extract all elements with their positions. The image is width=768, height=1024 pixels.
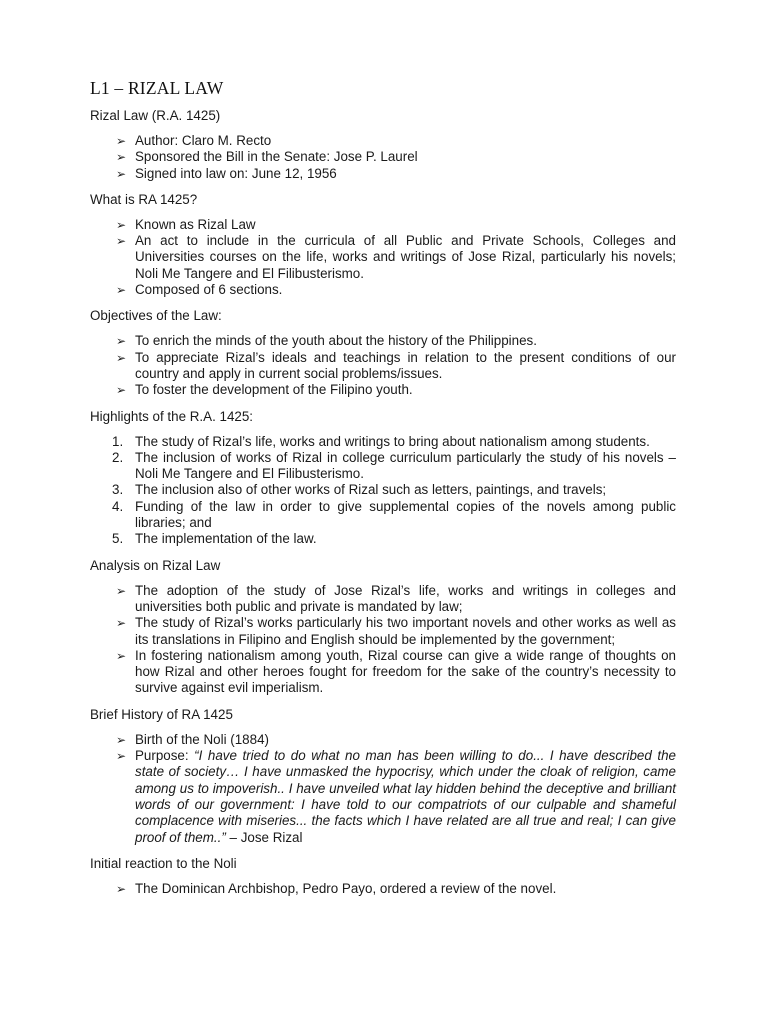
list-item: ➢ Composed of 6 sections.	[116, 282, 283, 298]
arrow-bullet-icon: ➢	[116, 881, 127, 896]
arrow-bullet-icon: ➢	[116, 217, 127, 232]
list-item: 4. Funding of the law in order to give supplemental copies of the novels among public libraries; and	[112, 498, 676, 531]
list-item: ➢ Birth of the Noli (1884)	[116, 731, 269, 747]
list-item: ➢ In fostering nationalism among youth, Rizal course can give a wide range of thoughts on how Rizal and other heroes fought for freedom for the sake of the country’s necessity to survive against evil imperialism.	[116, 647, 676, 696]
arrow-bullet-icon: ➢	[116, 732, 127, 747]
what-is-list	[90, 217, 676, 298]
arrow-bullet-icon: ➢	[116, 134, 127, 148]
initial-reaction-list	[90, 881, 676, 897]
page-title: L1 – RIZAL LAW	[90, 78, 224, 98]
list-item: 2. The inclusion of works of Rizal in college curriculum particularly the study of his novels – Noli Me Tangere and El Filibusterismo.	[112, 449, 676, 482]
highlights-list	[90, 434, 676, 548]
arrow-bullet-icon: ➢	[116, 616, 127, 631]
list-item: 1. The study of Rizal’s life, works and writings to bring about nationalism among students.	[112, 433, 650, 449]
list-item: ➢ The study of Rizal’s works particularly his two important novels and other works as well as its translations in Filipino and English should be implemented by the government;	[116, 615, 676, 647]
section-heading-objectives: Objectives of the Law:	[90, 308, 222, 324]
list-item: ➢ Sponsored the Bill in the Senate: Jose P. Laurel	[116, 149, 418, 165]
analysis-list	[90, 583, 676, 697]
list-item: ➢ Author: Claro M. Recto	[116, 133, 272, 148]
list-item: ➢ Known as Rizal Law	[116, 216, 256, 232]
list-item: ➢ To appreciate Rizal’s ideals and teachings in relation to the present conditions of our country and apply in current social problems/issues.	[116, 349, 676, 381]
section-heading-initial-reaction: Initial reaction to the Noli	[90, 855, 237, 871]
arrow-bullet-icon: ➢	[116, 350, 127, 365]
history-list	[90, 732, 676, 846]
section-heading-history: Brief History of RA 1425	[90, 706, 233, 722]
section-heading-highlights: Highlights of the R.A. 1425:	[90, 408, 254, 424]
objectives-list	[90, 333, 676, 398]
purpose-item: ➢ Purpose: “I have tried to do what no man has been willing to do... I have described the state of society… I have unmasked the hypocrisy, which under the cloak of religion, came among us to impoverish.. I have unveiled what lay hidden behind the deceptive and brilliant words of our government: I have told to our compatriots of our culpable and shameful complacence with miseries... the facts which I have related are all true and real; I can give proof of them..” – Jose Rizal	[116, 748, 676, 845]
arrow-bullet-icon: ➢	[116, 583, 127, 598]
list-item: ➢ An act to include in the curricula of all Public and Private Schools, Colleges and Universities courses on the life, works and writings of Jose Rizal, particularly his novels; Noli Me Tangere and El Filibusterismo.	[116, 233, 676, 281]
section-heading-analysis: Analysis on Rizal Law	[90, 557, 221, 573]
rizal-law-list	[90, 133, 676, 182]
list-item: 5. The implementation of the law.	[112, 531, 317, 547]
arrow-bullet-icon: ➢	[116, 150, 127, 165]
arrow-bullet-icon: ➢	[116, 283, 127, 298]
section-heading-what-is: What is RA 1425?	[90, 191, 198, 207]
arrow-bullet-icon: ➢	[116, 383, 127, 398]
list-item: 3. The inclusion also of other works of Rizal such as letters, paintings, and travels;	[112, 482, 607, 498]
arrow-bullet-icon: ➢	[116, 749, 127, 764]
list-item: ➢ The adoption of the study of Jose Rizal’s life, works and writings in colleges and universities both public and private is mandated by law;	[116, 582, 676, 614]
section-heading-rizal-law: Rizal Law (R.A. 1425)	[90, 108, 221, 123]
list-item: ➢ To foster the development of the Filipino youth.	[116, 382, 413, 398]
list-item: ➢ The Dominican Archbishop, Pedro Payo, ordered a review of the novel.	[116, 880, 557, 896]
list-item: ➢ To enrich the minds of the youth about the history of the Philippines.	[116, 333, 537, 349]
arrow-bullet-icon: ➢	[116, 648, 127, 663]
rizal-quote: “I have tried to do what no man has been willing to do... I have described the state of society… I have unmasked the hypocrisy, which under the cloak of religion, came among us to impoverish.. I have unveiled what lay hidden behind the deceptive and brilliant words of our government: I have told to our compatriots of our culpable and shameful complacence with miseries... the facts which I have related are all true and real; I can give proof of them..”	[135, 748, 676, 845]
arrow-bullet-icon: ➢	[116, 234, 127, 249]
arrow-bullet-icon: ➢	[116, 166, 127, 181]
arrow-bullet-icon: ➢	[116, 334, 127, 349]
list-item: ➢ Signed into law on: June 12, 1956	[116, 165, 337, 181]
